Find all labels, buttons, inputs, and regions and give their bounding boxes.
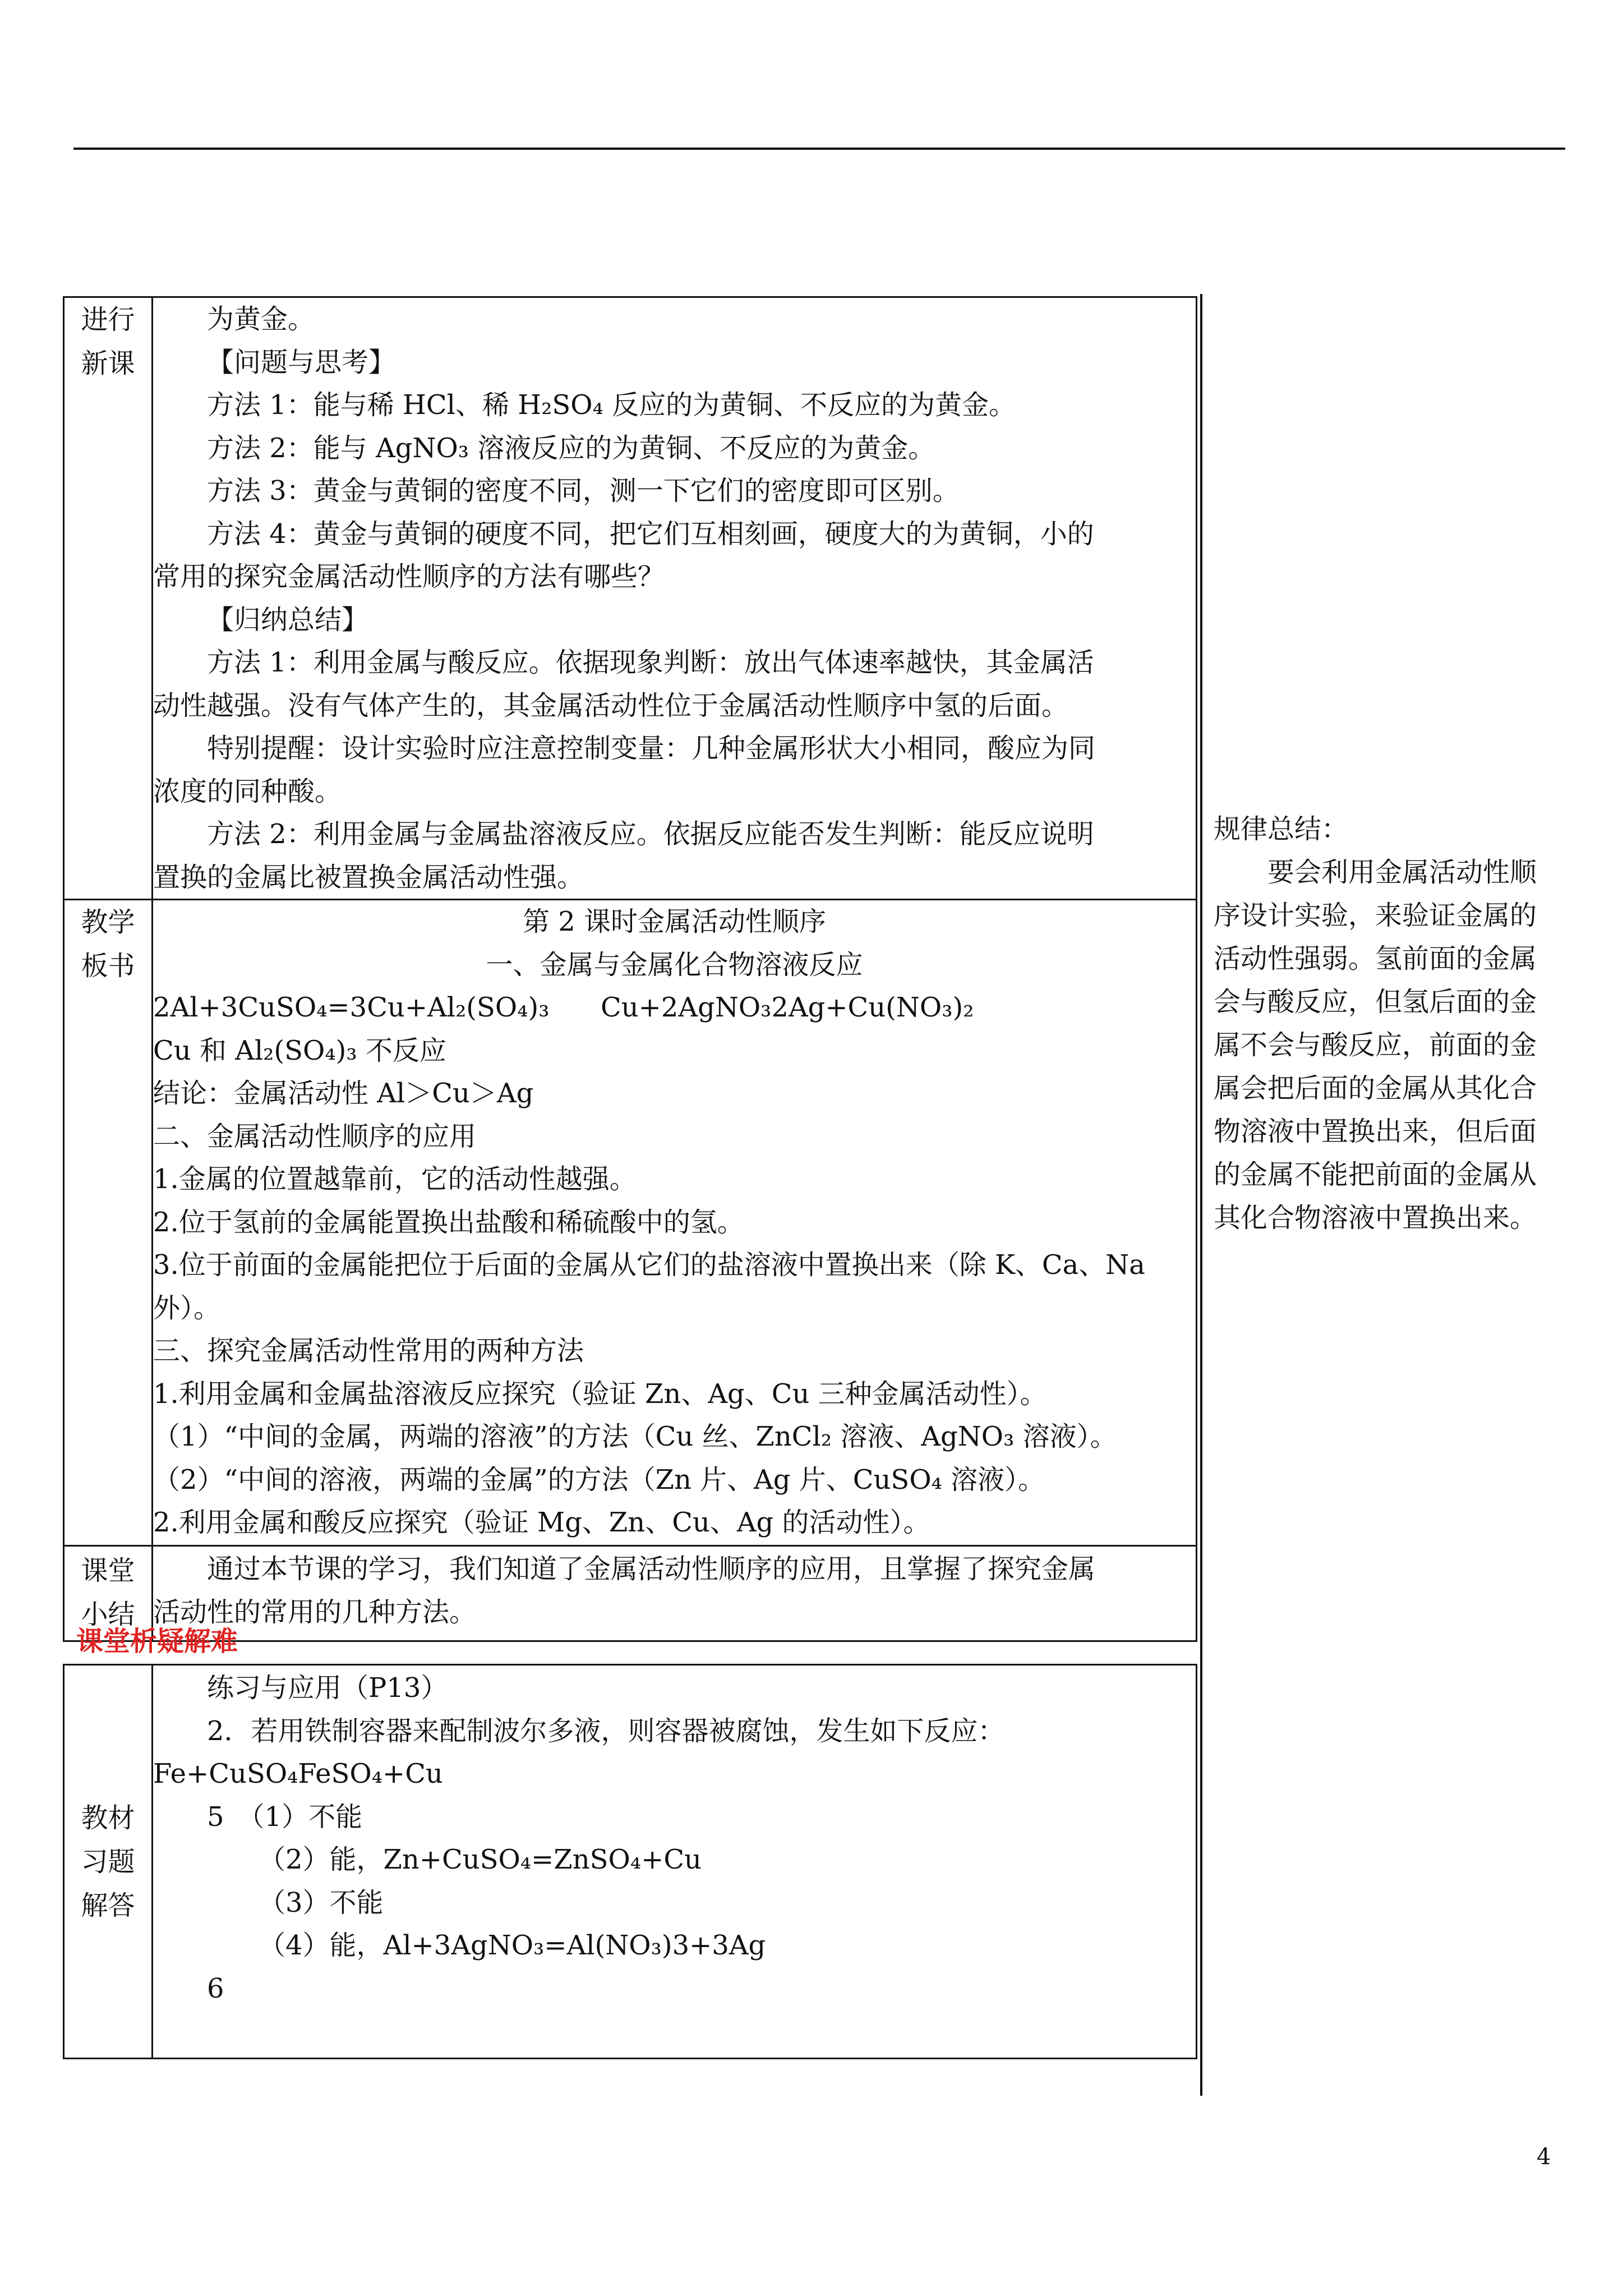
side-note-line: 序设计实验，来验证金属的	[1214, 900, 1537, 931]
text-line: 特别提醒：设计实验时应注意控制变量：几种金属形状大小相同，酸应为同	[207, 733, 1096, 764]
text-line: 练习与应用（P13）	[207, 1672, 448, 1704]
text-line: 【归纳总结】	[207, 604, 369, 636]
side-note-line: 其化合物溶液中置换出来。	[1214, 1202, 1537, 1234]
text-line: 方法 2：利用金属与金属盐溶液反应。依据反应能否发生判断：能反应说明	[207, 818, 1094, 850]
section-heading: 课堂析疑解难	[76, 1626, 238, 1657]
text-line: （4）能，Al+3AgNO₃=Al(NO₃)3+3Ag	[259, 1930, 766, 1961]
label-line: 教材 习题 解答	[81, 1802, 135, 1921]
page-number: 4	[1537, 2144, 1551, 2170]
text-line: （2）能，Zn+CuSO₄=ZnSO₄+Cu	[259, 1844, 702, 1875]
text-line: 1.金属的位置越靠前，它的活动性越强。	[153, 1163, 637, 1195]
text-line: 【问题与思考】	[207, 346, 396, 378]
text-line: 浓度的同种酸。	[153, 775, 342, 807]
text-line: 方法 2：能与 AgNO₃ 溶液反应的为黄铜、不反应的为黄金。	[207, 432, 935, 464]
text-line: （1）“中间的金属，两端的溶液”的方法（Cu 丝、ZnCl₂ 溶液、AgNO₃ 溶液）。	[153, 1421, 1117, 1452]
text-line: 方法 1：利用金属与酸反应。依据现象判断：放出气体速率越快，其金属活	[207, 647, 1094, 678]
row-content-new-lesson	[153, 297, 1197, 900]
text-line: （2）“中间的溶液，两端的金属”的方法（Zn 片、Ag 片、CuSO₄ 溶液）。	[153, 1464, 1045, 1496]
text-line: 方法 3：黄金与黄铜的密度不同，测一下它们的密度即可区别。	[207, 475, 960, 507]
text-line: 5 （1）不能	[207, 1801, 363, 1833]
text-line: 6	[207, 1972, 224, 2004]
text-line: Cu 和 Al₂(SO₄)₃ 不反应	[153, 1034, 446, 1066]
text-line: 2.位于氢前的金属能置换出盐酸和稀硫酸中的氢。	[153, 1206, 744, 1238]
side-column-rule	[1200, 294, 1202, 2096]
text-line: 3.位于前面的金属能把位于后面的金属从它们的盐溶液中置换出来（除 K、Ca、Na	[153, 1249, 1145, 1281]
row-label-new-lesson	[64, 297, 153, 900]
side-note-line: 属不会与酸反应，前面的金	[1214, 1029, 1537, 1061]
side-note-line: 物溶液中置换出来，但后面	[1214, 1116, 1537, 1147]
text-line: 1.利用金属和金属盐溶液反应探究（验证 Zn、Ag、Cu 三种金属活动性）。	[153, 1378, 1047, 1410]
text-line: 通过本节课的学习，我们知道了金属活动性顺序的应用，且掌握了探究金属	[207, 1553, 1096, 1585]
row-board	[64, 900, 1197, 1546]
text-line: 2．若用铁制容器来配制波尔多液，则容器被腐蚀，发生如下反应：	[207, 1715, 1005, 1747]
label-line: 教学 板书	[81, 907, 135, 982]
side-note-line: 活动性强弱。氢前面的金属	[1214, 943, 1537, 974]
side-note-line: 属会把后面的金属从其化合	[1214, 1073, 1537, 1104]
text-line: （3）不能	[259, 1887, 384, 1918]
text-line: 方法 1：能与稀 HCl、稀 H₂SO₄ 反应的为黄铜、不反应的为黄金。	[207, 389, 1016, 421]
side-note-line: 要会利用金属活动性顺	[1267, 857, 1537, 888]
row-content-board	[153, 900, 1197, 1546]
exercise-table	[63, 1664, 1197, 2059]
lesson-table	[63, 296, 1197, 1642]
row-content-summary	[153, 1546, 1197, 1641]
text-line: 方法 4：黄金与黄铜的硬度不同，把它们互相刻画，硬度大的为黄铜，小的	[207, 518, 1094, 550]
header-rule	[73, 148, 1565, 150]
text-line: 结论：金属活动性 Al＞Cu＞Ag	[153, 1078, 534, 1109]
text-line: 为黄金。	[207, 303, 315, 335]
side-note-line: 的金属不能把前面的金属从	[1214, 1159, 1537, 1190]
text-line: 动性越强。没有气体产生的，其金属活动性位于金属活动性顺序中氢的后面。	[153, 689, 1069, 721]
text-line: 置换的金属比被置换金属活动性强。	[153, 861, 584, 893]
side-notes	[1214, 808, 1561, 1240]
text-line: 三、探究金属活动性常用的两种方法	[153, 1335, 584, 1366]
text-line: 2.利用金属和酸反应探究（验证 Mg、Zn、Cu、Ag 的活动性）。	[153, 1507, 930, 1538]
text-line: 活动性的常用的几种方法。	[153, 1596, 477, 1628]
label-line: 进行 新课	[81, 304, 135, 379]
board-title: 第 2 课时金属活动性顺序	[522, 906, 827, 937]
equation-line: 2Al+3CuSO₄=3Cu+Al₂(SO₄)₃ Cu+2AgNO₃2Ag+Cu(NO₃)₂	[153, 992, 974, 1023]
text-line: 二、金属活动性顺序的应用	[153, 1120, 477, 1152]
row-content-exercises	[153, 1665, 1197, 2059]
equation-line: Fe+CuSO₄FeSO₄+Cu	[153, 1758, 443, 1789]
text-line: 常用的探究金属活动性顺序的方法有哪些？	[153, 561, 665, 592]
row-new-lesson	[64, 297, 1197, 900]
label-line: 课堂 小结	[81, 1555, 135, 1630]
row-label-exercises	[64, 1665, 153, 2059]
side-note-line: 会与酸反应，但氢后面的金	[1214, 986, 1537, 1018]
row-exercises	[64, 1665, 1197, 2059]
text-line: 外）。	[153, 1292, 221, 1324]
side-notes-title: 规律总结：	[1214, 813, 1349, 845]
board-subtitle: 一、金属与金属化合物溶液反应	[486, 949, 863, 981]
row-label-board	[64, 900, 153, 1546]
